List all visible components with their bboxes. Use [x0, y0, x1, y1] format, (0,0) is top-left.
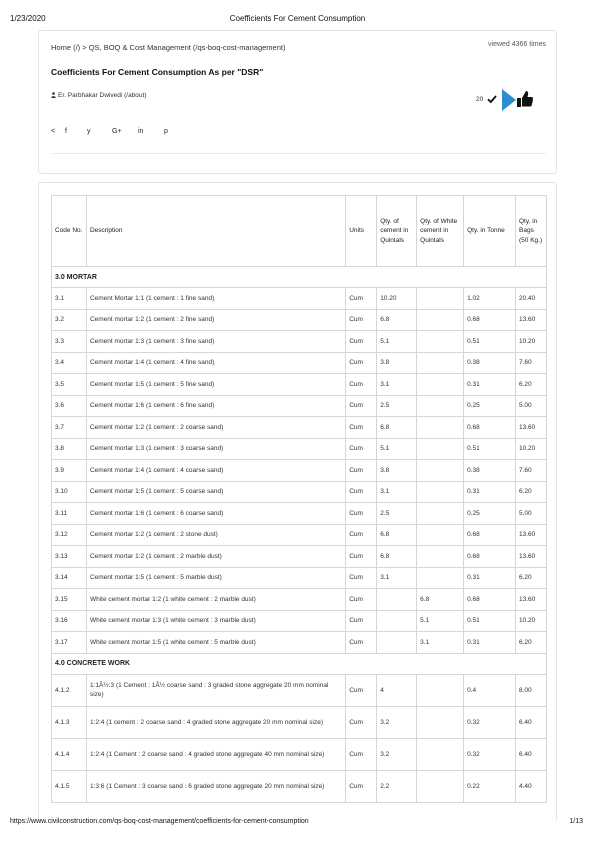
cell-units: Cum — [346, 395, 377, 417]
facebook-icon[interactable]: f — [65, 128, 67, 135]
cell-tonne: 0.32 — [464, 738, 516, 770]
cell-units: Cum — [346, 524, 377, 546]
coefficient-table — [51, 195, 547, 803]
cell-units: Cum — [346, 481, 377, 503]
cell-bags: 13.60 — [516, 417, 547, 439]
cell-units: Cum — [346, 546, 377, 568]
cell-white-cement — [417, 674, 464, 706]
cell-tonne: 0.68 — [464, 589, 516, 611]
cell-description: 1:2:4 (1 cement : 2 coarse sand : 4 graded stone aggregate 20 mm nominal size) — [86, 706, 345, 738]
cell-tonne: 0.68 — [464, 524, 516, 546]
cell-cement: 2.5 — [377, 395, 417, 417]
cell-description: Cement mortar 1:2 (1 cement : 2 fine sand) — [86, 309, 345, 331]
cell-white-cement — [417, 567, 464, 589]
cell-code: 3.1 — [52, 288, 87, 310]
cell-units: Cum — [346, 770, 377, 802]
cell-cement: 3.1 — [377, 567, 417, 589]
cell-bags: 6.20 — [516, 374, 547, 396]
table-row — [52, 567, 547, 589]
section-row — [52, 653, 547, 674]
cell-bags: 7.60 — [516, 460, 547, 482]
cell-bags: 20.40 — [516, 288, 547, 310]
cell-bags: 5.00 — [516, 395, 547, 417]
cell-description: 1:2:4 (1 Cement : 2 coarse sand : 4 graded stone aggregate 40 mm nominal size) — [86, 738, 345, 770]
twitter-icon[interactable]: y — [87, 128, 91, 135]
cell-bags: 10.20 — [516, 438, 547, 460]
cell-units: Cum — [346, 438, 377, 460]
table-row — [52, 352, 547, 374]
section-title: 3.0 MORTAR — [52, 267, 547, 288]
cell-code: 3.3 — [52, 331, 87, 353]
cell-white-cement: 5.1 — [417, 610, 464, 632]
header-cement-quintals: Qty. of cement in Quintals — [377, 196, 417, 267]
cell-tonne: 0.31 — [464, 374, 516, 396]
cell-bags: 8.00 — [516, 674, 547, 706]
cell-tonne: 0.31 — [464, 632, 516, 654]
cell-cement: 3.8 — [377, 460, 417, 482]
cell-code: 3.17 — [52, 632, 87, 654]
cell-white-cement — [417, 395, 464, 417]
cell-cement: 2.2 — [377, 770, 417, 802]
cell-tonne: 0.25 — [464, 395, 516, 417]
cell-white-cement: 3.1 — [417, 632, 464, 654]
header-tonne: Qty. in Tonne — [464, 196, 516, 267]
cell-tonne: 0.25 — [464, 503, 516, 525]
article-header-card — [38, 30, 557, 174]
cell-cement: 3.1 — [377, 374, 417, 396]
cell-description: Cement mortar 1:2 (1 cement : 2 stone dust) — [86, 524, 345, 546]
cell-description: Cement mortar 1:2 (1 cement : 2 coarse sand) — [86, 417, 345, 439]
table-body — [52, 267, 547, 803]
cell-cement: 4 — [377, 674, 417, 706]
cell-cement — [377, 632, 417, 654]
cell-white-cement — [417, 331, 464, 353]
cell-code: 4.1.4 — [52, 738, 87, 770]
cell-white-cement — [417, 546, 464, 568]
print-date: 1/23/2020 — [10, 14, 46, 23]
cell-white-cement — [417, 706, 464, 738]
thumbs-up-icon[interactable] — [517, 90, 533, 108]
cell-bags: 13.60 — [516, 524, 547, 546]
table-row — [52, 460, 547, 482]
table-row — [52, 481, 547, 503]
table-row — [52, 632, 547, 654]
cell-tonne: 0.31 — [464, 567, 516, 589]
cell-bags: 6.40 — [516, 706, 547, 738]
cell-white-cement — [417, 309, 464, 331]
cell-white-cement — [417, 438, 464, 460]
cell-units: Cum — [346, 738, 377, 770]
cell-units: Cum — [346, 309, 377, 331]
cell-bags: 13.60 — [516, 546, 547, 568]
cell-cement: 3.1 — [377, 481, 417, 503]
header-units: Units — [346, 196, 377, 267]
cell-code: 3.5 — [52, 374, 87, 396]
cell-units: Cum — [346, 567, 377, 589]
cell-bags: 6.20 — [516, 632, 547, 654]
table-row — [52, 674, 547, 706]
table-row — [52, 438, 547, 460]
table-row — [52, 331, 547, 353]
table-row — [52, 524, 547, 546]
table-row — [52, 589, 547, 611]
cell-units: Cum — [346, 610, 377, 632]
cell-description: Cement mortar 1:5 (1 cement : 5 coarse sand) — [86, 481, 345, 503]
cell-bags: 10.20 — [516, 610, 547, 632]
cell-bags: 13.60 — [516, 589, 547, 611]
like-count: 20 — [476, 96, 484, 103]
article-body-card — [38, 182, 557, 822]
cell-units: Cum — [346, 331, 377, 353]
cell-units: Cum — [346, 352, 377, 374]
cell-code: 3.16 — [52, 610, 87, 632]
header-bags: Qty. in Bags (50 Kg.) — [516, 196, 547, 267]
play-icon[interactable] — [502, 89, 516, 111]
table-row — [52, 546, 547, 568]
cell-description: White cement mortar 1:3 (1 white cement : 3 marble dust) — [86, 610, 345, 632]
table-row — [52, 706, 547, 738]
cell-white-cement — [417, 352, 464, 374]
cell-tonne: 0.68 — [464, 546, 516, 568]
page-number: 1/13 — [569, 818, 583, 825]
table-row — [52, 395, 547, 417]
cell-tonne: 0.68 — [464, 417, 516, 439]
cell-bags: 10.20 — [516, 331, 547, 353]
cell-tonne: 0.22 — [464, 770, 516, 802]
cell-code: 3.12 — [52, 524, 87, 546]
cell-description: Cement mortar 1:4 (1 cement : 4 coarse sand) — [86, 460, 345, 482]
cell-units: Cum — [346, 288, 377, 310]
cell-cement: 5.1 — [377, 331, 417, 353]
cell-bags: 7.60 — [516, 352, 547, 374]
cell-white-cement — [417, 481, 464, 503]
cell-code: 3.8 — [52, 438, 87, 460]
cell-tonne: 0.31 — [464, 481, 516, 503]
cell-cement: 3.2 — [377, 738, 417, 770]
cell-description: 1:3:6 (1 Cement : 3 coarse sand : 6 graded stone aggregate 20 mm nominal size) — [86, 770, 345, 802]
cell-code: 3.7 — [52, 417, 87, 439]
cell-description: Cement Mortar 1:1 (1 cement : 1 fine sand) — [86, 288, 345, 310]
cell-bags: 6.20 — [516, 481, 547, 503]
cell-description: 1:1Â½:3 (1 Cement : 1Â½ coarse sand : 3 graded stone aggregate 20 mm nominal size) — [86, 674, 345, 706]
cell-code: 3.6 — [52, 395, 87, 417]
share-icon[interactable]: < — [51, 128, 56, 135]
cell-cement: 3.2 — [377, 706, 417, 738]
cell-code: 3.13 — [52, 546, 87, 568]
cell-cement: 6.8 — [377, 546, 417, 568]
cell-bags: 13.60 — [516, 309, 547, 331]
cell-description: Cement mortar 1:5 (1 cement : 5 fine sand) — [86, 374, 345, 396]
linkedin-icon[interactable]: in — [138, 128, 144, 135]
cell-description: White cement mortar 1:5 (1 white cement : 5 marble dust) — [86, 632, 345, 654]
table-row — [52, 417, 547, 439]
cell-cement: 6.8 — [377, 417, 417, 439]
like-widget — [476, 89, 546, 111]
cell-cement — [377, 589, 417, 611]
cell-tonne: 0.51 — [464, 438, 516, 460]
cell-code: 4.1.3 — [52, 706, 87, 738]
cell-cement: 2.5 — [377, 503, 417, 525]
cell-cement: 6.8 — [377, 524, 417, 546]
cell-white-cement — [417, 460, 464, 482]
cell-description: Cement mortar 1:6 (1 cement : 6 fine sand) — [86, 395, 345, 417]
table-row — [52, 374, 547, 396]
cell-white-cement — [417, 417, 464, 439]
cell-white-cement: 6.8 — [417, 589, 464, 611]
cell-description: Cement mortar 1:3 (1 cement : 3 fine sand) — [86, 331, 345, 353]
cell-bags: 6.20 — [516, 567, 547, 589]
table-row — [52, 503, 547, 525]
header-row — [52, 196, 547, 267]
google-plus-icon[interactable]: G+ — [112, 128, 122, 135]
cell-bags: 6.40 — [516, 738, 547, 770]
cell-white-cement — [417, 770, 464, 802]
view-count: viewed 4366 times — [488, 41, 546, 48]
print-header — [0, 14, 595, 26]
cell-description: White cement mortar 1:2 (1 white cement : 2 marble dust) — [86, 589, 345, 611]
cell-code: 3.14 — [52, 567, 87, 589]
author-name: Er. Parbhakar Dwivedi (/about) — [58, 92, 147, 99]
page-title: Coefficients For Cement Consumption As per "DSR" — [51, 67, 264, 77]
divider — [51, 153, 546, 154]
table-row — [52, 288, 547, 310]
header-code: Code No. — [52, 196, 87, 267]
cell-cement: 5.1 — [377, 438, 417, 460]
cell-bags: 5.00 — [516, 503, 547, 525]
cell-tonne: 0.38 — [464, 460, 516, 482]
cell-description: Cement mortar 1:3 (1 cement : 3 coarse sand) — [86, 438, 345, 460]
cell-code: 3.15 — [52, 589, 87, 611]
header-description: Description — [86, 196, 345, 267]
cell-units: Cum — [346, 417, 377, 439]
print-title: Coefficients For Cement Consumption — [229, 14, 366, 23]
cell-description: Cement mortar 1:4 (1 cement : 4 fine sand) — [86, 352, 345, 374]
cell-code: 4.1.2 — [52, 674, 87, 706]
cell-white-cement — [417, 503, 464, 525]
header-white-cement-quintals: Qty. of White cement in Quintals — [417, 196, 464, 267]
cell-units: Cum — [346, 632, 377, 654]
print-url: https://www.civilconstruction.com/qs-boq-cost-management/coefficients-for-cement-consumption — [10, 818, 309, 825]
cell-cement: 3.8 — [377, 352, 417, 374]
cell-code: 3.11 — [52, 503, 87, 525]
cell-tonne: 1.02 — [464, 288, 516, 310]
cell-white-cement — [417, 524, 464, 546]
cell-tonne: 0.68 — [464, 309, 516, 331]
table-header — [52, 196, 547, 267]
cell-cement: 10.20 — [377, 288, 417, 310]
pinterest-icon[interactable]: p — [164, 128, 168, 135]
cell-white-cement — [417, 288, 464, 310]
table-row — [52, 309, 547, 331]
person-icon — [51, 92, 56, 98]
table-row — [52, 738, 547, 770]
cell-tonne: 0.51 — [464, 610, 516, 632]
cell-units: Cum — [346, 374, 377, 396]
cell-code: 3.2 — [52, 309, 87, 331]
section-title: 4.0 CONCRETE WORK — [52, 653, 547, 674]
author-line[interactable] — [51, 92, 147, 99]
section-row — [52, 267, 547, 288]
check-icon — [487, 94, 497, 104]
breadcrumb[interactable]: Home (/) > QS, BOQ & Cost Management (/qs-boq-cost-management) — [51, 43, 286, 52]
cell-description: Cement mortar 1:5 (1 cement : 5 marble dust) — [86, 567, 345, 589]
cell-tonne: 0.4 — [464, 674, 516, 706]
cell-cement: 6.8 — [377, 309, 417, 331]
cell-description: Cement mortar 1:6 (1 cement : 6 coarse sand) — [86, 503, 345, 525]
cell-code: 3.9 — [52, 460, 87, 482]
cell-code: 3.10 — [52, 481, 87, 503]
table-row — [52, 770, 547, 802]
cell-white-cement — [417, 374, 464, 396]
cell-units: Cum — [346, 589, 377, 611]
cell-white-cement — [417, 738, 464, 770]
cell-bags: 4.40 — [516, 770, 547, 802]
cell-units: Cum — [346, 706, 377, 738]
cell-units: Cum — [346, 503, 377, 525]
cell-tonne: 0.32 — [464, 706, 516, 738]
cell-tonne: 0.38 — [464, 352, 516, 374]
table-row — [52, 610, 547, 632]
cell-units: Cum — [346, 674, 377, 706]
cell-code: 4.1.5 — [52, 770, 87, 802]
cell-code: 3.4 — [52, 352, 87, 374]
cell-description: Cement mortar 1:2 (1 cement : 2 marble dust) — [86, 546, 345, 568]
cell-tonne: 0.51 — [464, 331, 516, 353]
cell-cement — [377, 610, 417, 632]
cell-units: Cum — [346, 460, 377, 482]
